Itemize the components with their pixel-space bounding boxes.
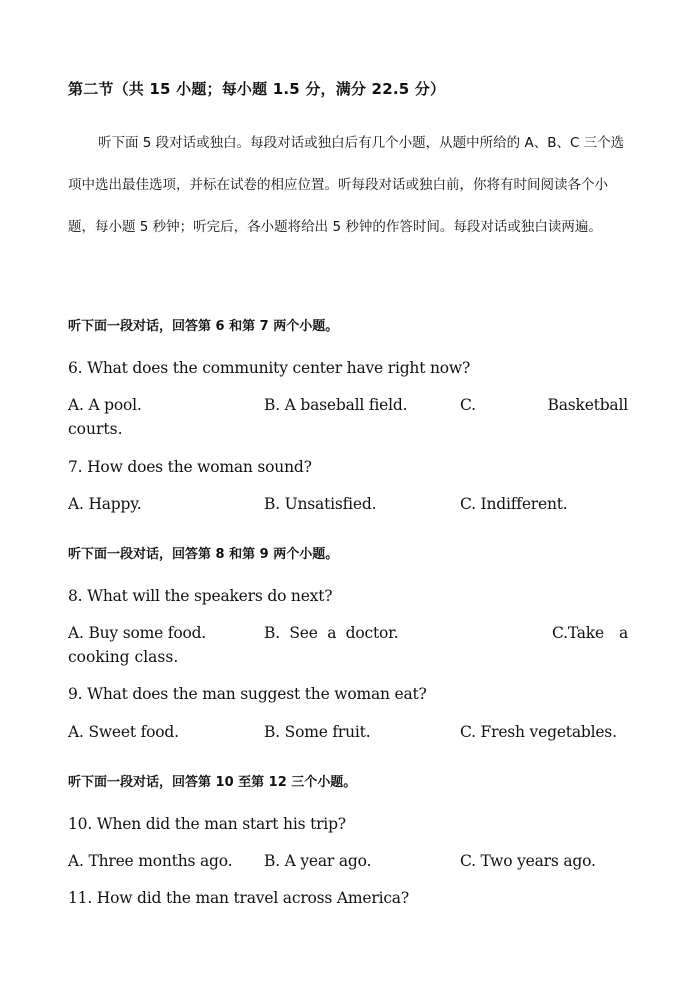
dialogue-directive: 听下面一段对话，回答第 10 至第 12 三个小题。 bbox=[68, 775, 357, 790]
option-c bbox=[552, 624, 628, 642]
section-title: 第二节（共 15 小题；每小题 1.5 分，满分 22.5 分） bbox=[68, 80, 446, 98]
option-a: A. Sweet food. bbox=[68, 723, 179, 741]
option-b: B. A baseball field. bbox=[264, 396, 408, 414]
option-c-label: C. bbox=[460, 396, 476, 414]
option-a: A. Buy some food. bbox=[68, 624, 207, 642]
option-c-word: Basketball bbox=[547, 396, 628, 414]
option-c: C. Fresh vegetables. bbox=[460, 723, 617, 741]
question-10-options bbox=[68, 852, 628, 876]
option-c-label: C.Take bbox=[552, 624, 604, 642]
question-11: 11. How did the man travel across America? bbox=[68, 889, 409, 907]
section-instructions: 听下面 5 段对话或独白。每段对话或独白后有几个小题，从题中所给的 A、B、C 三个选项中选出最佳选项，并标在试卷的相应位置。听每段对话或独白前，你将有时间阅读各个小题，每小题 5 秒钟；听完后，各小题将给出 5 秒钟的作答时间。每段对话或独白读两遍。 bbox=[68, 135, 625, 235]
option-c bbox=[460, 396, 628, 414]
option-c: C. Two years ago. bbox=[460, 852, 596, 870]
option-a: A. Three months ago. bbox=[68, 852, 233, 870]
option-c: C. Indifferent. bbox=[460, 495, 568, 513]
option-c-word: a bbox=[618, 624, 628, 642]
option-a: A. Happy. bbox=[68, 495, 142, 513]
question-8-options bbox=[68, 624, 628, 648]
question-7-options bbox=[68, 495, 628, 519]
question-8: 8. What will the speakers do next? bbox=[68, 587, 333, 605]
option-b: B. A year ago. bbox=[264, 852, 372, 870]
option-b: B. Some fruit. bbox=[264, 723, 371, 741]
question-10: 10. When did the man start his trip? bbox=[68, 815, 346, 833]
dialogue-directive: 听下面一段对话，回答第 8 和第 9 两个小题。 bbox=[68, 547, 339, 562]
option-c-continued: cooking class. bbox=[68, 648, 179, 666]
question-6: 6. What does the community center have right now? bbox=[68, 359, 471, 377]
question-6-options bbox=[68, 396, 628, 420]
option-c-continued: courts. bbox=[68, 420, 123, 438]
dialogue-directive: 听下面一段对话，回答第 6 和第 7 两个小题。 bbox=[68, 319, 339, 334]
question-9-options bbox=[68, 723, 628, 747]
option-b: B. See a doctor. bbox=[264, 624, 399, 642]
question-9: 9. What does the man suggest the woman eat? bbox=[68, 685, 427, 703]
option-a: A. A pool. bbox=[68, 396, 142, 414]
question-7: 7. How does the woman sound? bbox=[68, 458, 312, 476]
option-b: B. Unsatisfied. bbox=[264, 495, 377, 513]
